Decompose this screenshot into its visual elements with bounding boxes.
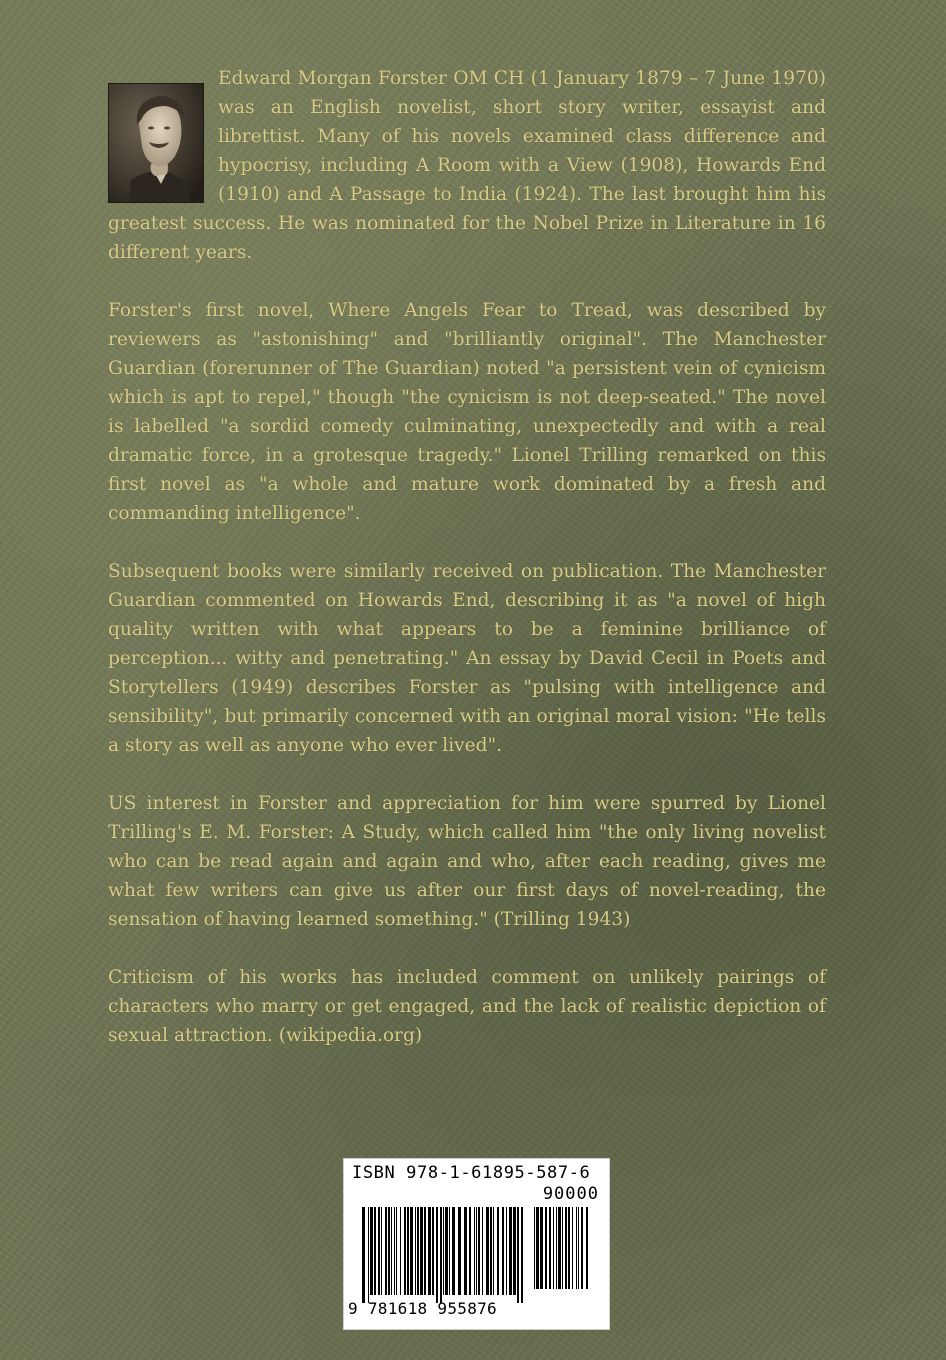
ean-barcode-bars — [362, 1207, 532, 1303]
isbn-label: ISBN 978-1-61895-587-6 — [352, 1163, 591, 1183]
paragraph-subsequent-books: Subsequent books were similarly received on publication. The Manchester Guardian commented on Howards End, describing it as "a novel of high quality written with what appears to be a feminine brilliance of perception... witty and penetrating." An essay by David Cecil in Poets and Storytellers (1949) describes Forster as "pulsing with intelligence and sensibility", but primarily concerned with an original moral vision: "He tells a story as well as anyone who ever lived". — [108, 561, 826, 756]
barcode-addon-code: 90000 — [542, 1184, 599, 1204]
addon-barcode-bars — [534, 1207, 598, 1303]
paragraph-bio — [108, 64, 826, 267]
author-portrait-photo — [108, 83, 204, 203]
paragraph-bio-text: Edward Morgan Forster OM CH (1 January 1879 – 7 June 1970) was an English novelist, short story writer, essayist and librettist. Many of his novels examined class difference and hypocrisy, including A Room with a View (1908), Howards End (1910) and A Passage to India (1924). The last brought him his greatest success. He was nominated for the Nobel Prize in Literature in 16 different years. — [108, 68, 826, 263]
isbn-barcode — [343, 1158, 610, 1330]
blurb-text — [108, 64, 826, 1079]
paragraph-us-interest: US interest in Forster and appreciation for him were spurred by Lionel Trilling's E. M. Forster: A Study, which called him "the only living novelist who can be read again and again and who, after each reading, gives me what few writers can give us after our first days of novel-reading, the sensation of having learned something." (Trilling 1943) — [108, 793, 826, 930]
paragraph-first-novel: Forster's first novel, Where Angels Fear to Tread, was described by reviewers as "astonishing" and "brilliantly original". The Manchester Guardian (forerunner of The Guardian) noted "a persistent vein of cynicism which is apt to repel," though "the cynicism is not deep-seated." The novel is labelled "a sordid comedy culminating, unexpectedly and with a real dramatic force, in a grotesque tragedy." Lionel Trilling remarked on this first novel as "a whole and mature work dominated by a fresh and commanding intelligence". — [108, 300, 826, 524]
paragraph-criticism: Criticism of his works has included comment on unlikely pairings of characters who marry or get engaged, and the lack of realistic depiction of sexual attraction. (wikipedia.org) — [108, 967, 826, 1046]
ean-digits: 9 781618 955876 — [348, 1299, 497, 1318]
